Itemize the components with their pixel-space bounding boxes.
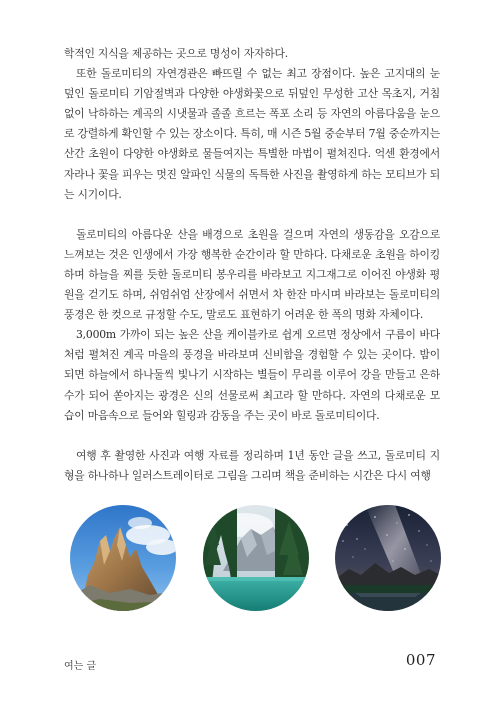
photo-row bbox=[70, 503, 442, 615]
paragraph-natural-scenery: 또한 돌로미티의 자연경관은 빠뜨릴 수 없는 최고 장점이다. 높은 고지대의 눈 덮인 돌로미티 기암절벽과 다양한 야생화꽃으로 뒤덮인 무성한 고산 목초지, 거침없이 낙하하는 계곡의 시냇물과 졸졸 흐르는 폭포 소리 등 자연의 아름다움을 눈으로 강렬하게 확인할 수 있는 장소이다. 특히, 매 시즌 5월 중순부터 7월 중순까지는 산간 초원이 다양한 야생화로 물들여지는 특별한 마법이 펼쳐진다. 억센 환경에서 자라나 꽃을 피우는 멋진 알파인 식물의 독특한 사진을 촬영하게 하는 모티브가 되는 시기이다. bbox=[64, 67, 440, 201]
paragraph-meadow-hiking: 돌로미티의 아름다운 산을 배경으로 초원을 걸으며 자연의 생동감을 오감으로 느껴보는 것은 인생에서 가장 행복한 순간이라 할 만하다. 다채로운 초원을 하이킹하며 하늘을 찌를 듯한 돌로미티 봉우리를 바라보고 지그재그로 이어진 야생화 평원을 걷기도 하며, 쉬엄쉬엄 산장에서 쉬면서 차 한잔 마시며 바라보는 돌로미티의 풍경은 한 컷으로 규정할 수도, 말로도 표현하기 어려운 한 폭의 명화 자체이다. bbox=[64, 227, 440, 322]
paragraph-cable-car-stars: 3,000m 가까이 되는 높은 산을 케이블카로 쉽게 오르면 정상에서 구름이 바다처럼 펼쳐진 계곡 마을의 풍경을 바라보며 신비함을 경험할 수 있는 곳이다. 밤이 되면 하늘에서 하나둘씩 빛나기 시작하는 별들이 무리를 이루어 강을 만들고 은하수가 되어 쏟아지는 광경은 신의 선물로써 최고라 할 만하다. 자연의 다채로운 모습이 마음속으로 들어와 힐링과 감동을 주는 곳이 바로 돌로미티이다. bbox=[64, 328, 440, 422]
body-text bbox=[64, 44, 440, 486]
paragraph-continued: 학적인 지식을 제공하는 곳으로 명성이 자자하다. bbox=[64, 47, 288, 60]
page-number: 007 bbox=[405, 651, 436, 669]
footer-section-title: 여는 글 bbox=[64, 661, 97, 672]
dolomite-peaks-photo bbox=[70, 505, 176, 611]
milky-way-photo bbox=[335, 505, 441, 611]
alpine-lake-photo bbox=[203, 505, 309, 611]
paragraph-after-travel: 여행 후 촬영한 사진과 여행 자료를 정리하며 1년 동안 글을 쓰고, 돌로미티 지형을 하나하나 일러스트레이터로 그림을 그리며 책을 준비하는 시간은 다시 여행 bbox=[64, 448, 440, 482]
